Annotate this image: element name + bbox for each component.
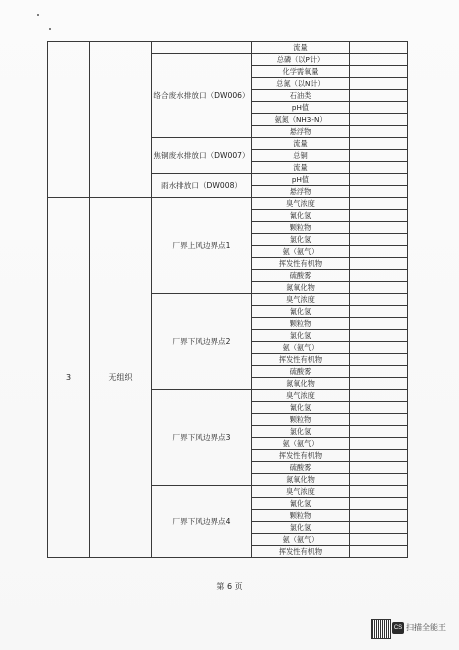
remark-cell — [350, 498, 408, 510]
remark-cell — [350, 306, 408, 318]
remark-cell — [350, 534, 408, 546]
remark-cell — [350, 414, 408, 426]
remark-cell — [350, 138, 408, 150]
item-cell: 氯化氢 — [252, 522, 350, 534]
scan-speck — [49, 28, 51, 30]
remark-cell — [350, 90, 408, 102]
item-cell: 氯化氢 — [252, 234, 350, 246]
camscanner-logo-icon: CS — [392, 622, 404, 634]
remark-cell — [350, 258, 408, 270]
scan-speck — [37, 14, 39, 16]
remark-cell — [350, 486, 408, 498]
item-cell: 总磷（以P计） — [252, 54, 350, 66]
outfall-name-cell: 焦铜废水排放口（DW007） — [152, 138, 252, 174]
item-cell: 氰化氢 — [252, 402, 350, 414]
remark-cell — [350, 342, 408, 354]
item-cell: 硫酸雾 — [252, 462, 350, 474]
watermark-text: 扫描全能王 — [406, 623, 446, 632]
item-cell: 臭气浓度 — [252, 390, 350, 402]
remark-cell — [350, 378, 408, 390]
item-cell: 挥发性有机物 — [252, 354, 350, 366]
item-cell: 流量 — [252, 162, 350, 174]
item-cell: pH值 — [252, 102, 350, 114]
item-cell: 氨（氨气） — [252, 246, 350, 258]
item-cell: 硫酸雾 — [252, 270, 350, 282]
remark-cell — [350, 330, 408, 342]
index-cell — [48, 42, 90, 198]
index-cell: 3 — [48, 198, 90, 558]
item-cell: 氰化氢 — [252, 498, 350, 510]
item-cell: 氮氧化物 — [252, 474, 350, 486]
scanner-watermark — [371, 619, 451, 639]
item-cell: 氯化氢 — [252, 426, 350, 438]
remark-cell — [350, 282, 408, 294]
remark-cell — [350, 438, 408, 450]
item-cell: 颗粒物 — [252, 414, 350, 426]
remark-cell — [350, 126, 408, 138]
remark-cell — [350, 150, 408, 162]
monitoring-point-cell: 厂界下风边界点4 — [152, 486, 252, 558]
item-cell: 氯化氢 — [252, 330, 350, 342]
remark-cell — [350, 78, 408, 90]
remark-cell — [350, 462, 408, 474]
item-cell: 悬浮物 — [252, 186, 350, 198]
item-cell: 硫酸雾 — [252, 366, 350, 378]
remark-cell — [350, 270, 408, 282]
monitoring-point-cell: 厂界上风边界点1 — [152, 198, 252, 294]
remark-cell — [350, 186, 408, 198]
remark-cell — [350, 426, 408, 438]
remark-cell — [350, 450, 408, 462]
category-cell: 无组织 — [90, 198, 152, 558]
item-cell: 石油类 — [252, 90, 350, 102]
item-cell: 氮氧化物 — [252, 282, 350, 294]
remark-cell — [350, 42, 408, 54]
item-cell: 氨氮（NH3-N） — [252, 114, 350, 126]
remark-cell — [350, 162, 408, 174]
monitoring-point-cell: 厂界下风边界点2 — [152, 294, 252, 390]
remark-cell — [350, 546, 408, 558]
remark-cell — [350, 354, 408, 366]
monitoring-table — [47, 41, 408, 558]
remark-cell — [350, 210, 408, 222]
item-cell: 总铜 — [252, 150, 350, 162]
remark-cell — [350, 102, 408, 114]
category-cell — [90, 42, 152, 198]
item-cell: 化学需氧量 — [252, 66, 350, 78]
item-cell: 挥发性有机物 — [252, 450, 350, 462]
item-cell: 颗粒物 — [252, 510, 350, 522]
remark-cell — [350, 114, 408, 126]
item-cell: 颗粒物 — [252, 222, 350, 234]
remark-cell — [350, 402, 408, 414]
remark-cell — [350, 198, 408, 210]
remark-cell — [350, 54, 408, 66]
item-cell: 氰化氢 — [252, 210, 350, 222]
outfall-name-cell: 雨水排放口（DW008） — [152, 174, 252, 198]
item-cell: 流量 — [252, 138, 350, 150]
item-cell: pH值 — [252, 174, 350, 186]
item-cell: 流量 — [252, 42, 350, 54]
remark-cell — [350, 522, 408, 534]
outfall-cell — [152, 42, 252, 54]
remark-cell — [350, 234, 408, 246]
item-cell: 臭气浓度 — [252, 294, 350, 306]
remark-cell — [350, 222, 408, 234]
remark-cell — [350, 390, 408, 402]
item-cell: 氮氧化物 — [252, 378, 350, 390]
item-cell: 氰化氢 — [252, 306, 350, 318]
item-cell: 颗粒物 — [252, 318, 350, 330]
remark-cell — [350, 366, 408, 378]
remark-cell — [350, 294, 408, 306]
item-cell: 臭气浓度 — [252, 198, 350, 210]
remark-cell — [350, 174, 408, 186]
item-cell: 臭气浓度 — [252, 486, 350, 498]
qr-code-icon — [371, 619, 391, 639]
table-row — [48, 198, 408, 210]
item-cell: 挥发性有机物 — [252, 258, 350, 270]
item-cell: 氨（氨气） — [252, 534, 350, 546]
remark-cell — [350, 318, 408, 330]
table-row — [48, 42, 408, 54]
remark-cell — [350, 66, 408, 78]
item-cell: 总氮（以N计） — [252, 78, 350, 90]
item-cell: 氨（氨气） — [252, 342, 350, 354]
item-cell: 挥发性有机物 — [252, 546, 350, 558]
page-number: 第 6 页 — [216, 582, 243, 591]
remark-cell — [350, 474, 408, 486]
remark-cell — [350, 510, 408, 522]
remark-cell — [350, 246, 408, 258]
monitoring-point-cell: 厂界下风边界点3 — [152, 390, 252, 486]
outfall-name-cell: 络合废水排放口（DW006） — [152, 54, 252, 138]
item-cell: 氨（氨气） — [252, 438, 350, 450]
item-cell: 悬浮物 — [252, 126, 350, 138]
